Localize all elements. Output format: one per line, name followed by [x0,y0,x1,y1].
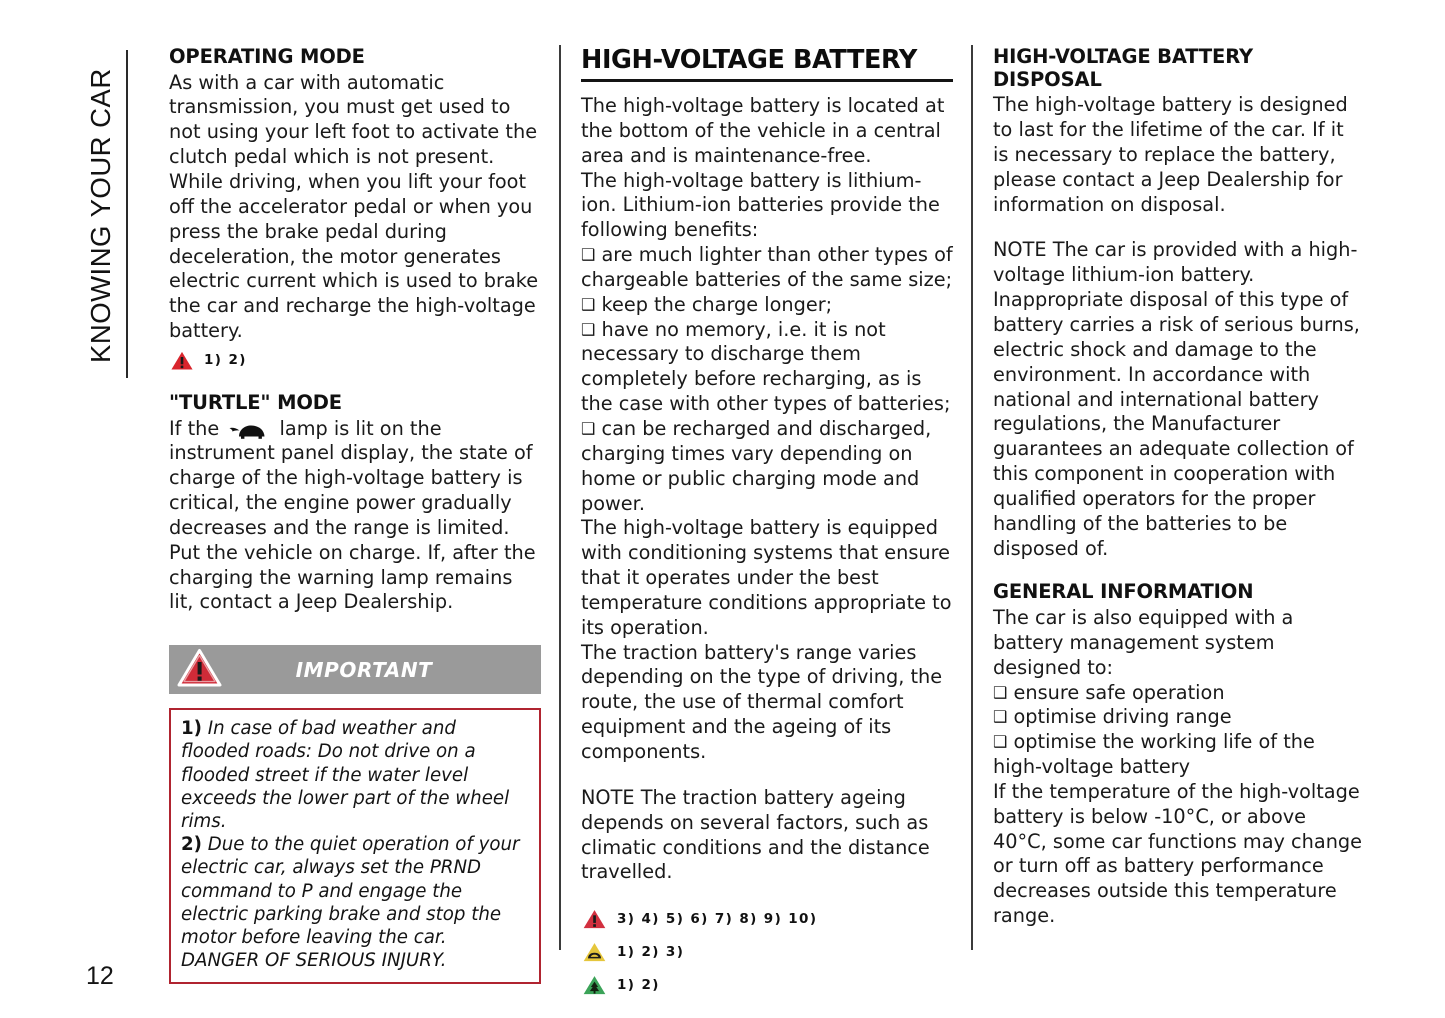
operating-mode-warning-refs: 1) 2) [204,352,247,369]
gi-bullet-2-text: optimise driving range [1013,705,1232,729]
turtle-lamp-icon [228,421,270,439]
important-label: IMPORTANT [295,657,433,682]
general-information-heading: GENERAL INFORMATION [993,580,1254,604]
high-voltage-battery-title: HIGH-VOLTAGE BATTERY [581,46,953,82]
gi-bullet-3-text: optimise the working life of the high-voltage battery [993,730,1315,779]
turtle-text-after: lamp is lit on the instrument panel display, the state of charge of the high-voltage battery is critical, the engine power gradually decreases and the range is limited. Put the vehicle on charge. If, after the charging the warning lamp remains lit, contact a Jeep Dealership. [169,416,536,614]
hv-battery-para-3: The high-voltage battery is equipped with conditioning systems that ensure that it operates under the best temperature conditions appropriate to its operation. [581,516,952,639]
hv-battery-bullet-2 [581,293,953,318]
hv-battery-bullet-4 [581,417,953,516]
disposal-note: NOTE The car is provided with a high-voltage lithium-ion battery. Inappropriate disposal of this type of battery carries a risk of serious burns, electric shock and damage to the environment. In accordance with national and international battery regulations, the Manufacturer guarantees an adequate collection of this component in cooperation with qualified operators for the proper handling of the batteries to be disposed of. [993,238,1360,560]
hv-battery-bullet-1 [581,243,953,293]
general-info-bullet-1 [993,681,1365,706]
right-column [993,46,1365,929]
ref-row-yellow-refs: 1) 2) 3) [617,944,685,961]
important-note-1-text: In case of bad weather and flooded roads: Do not drive on a flooded street if the water level exceeds the lower part of the wheel rims. [181,718,510,833]
gi-bullet-1-text: ensure safe operation [1013,680,1225,704]
warning-triangle-green-environment-icon [581,973,608,997]
chapter-tab-rule [126,50,128,378]
ref-row-green [581,973,953,997]
column-divider-1 [559,45,561,950]
important-callout [169,645,541,984]
turtle-text-before: If the [169,416,220,440]
bullet-square-icon: ❑ [993,707,1008,727]
bullet-square-icon: ❑ [993,732,1008,752]
hv-battery-para-4: The traction battery's range varies depending on the type of driving, the route, the use of thermal comfort equipment and the ageing of its components. [581,640,943,763]
important-note-2-text: Due to the quiet operation of your electric car, always set the PRND command to P and engage the electric parking brake and stop the motor before leaving the car. DANGER OF SERIOUS INJURY. [181,834,520,972]
warning-triangle-red-icon [581,907,608,931]
bullet-square-icon: ❑ [581,294,596,314]
hv-battery-disposal-heading: HIGH-VOLTAGE BATTERY DISPOSAL [993,45,1253,91]
important-bar [169,645,541,694]
hv-battery-note: NOTE The traction battery ageing depends on several factors, such as climatic conditions and the distance travelled. [581,785,930,884]
important-note-2 [181,833,529,972]
operating-mode-heading: OPERATING MODE [169,45,365,68]
hv-battery-para-2: The high-voltage battery is lithium-ion. Lithium-ion batteries provide the following benefits: [581,168,940,242]
hv-battery-para-1: The high-voltage battery is located at the bottom of the vehicle in a central area and is maintenance-free. [581,94,945,167]
left-column [169,46,541,984]
turtle-mode-heading: "TURTLE" MODE [169,390,342,414]
warning-triangle-red-icon [169,349,195,372]
disposal-para-1: The high-voltage battery is designed to last for the lifetime of the car. If it is necessary to replace the battery, please contact a Jeep Dealership for information on disposal. [993,93,1348,216]
ref-row-yellow [581,940,953,964]
important-body [169,708,541,984]
general-info-bullet-2 [993,705,1365,730]
bullet-4-text: can be recharged and discharged, charging times vary depending on home or public charging mode and power. [581,417,932,515]
chapter-tab-label: KNOWING YOUR CAR [85,68,116,363]
ref-row-red-refs: 3) 4) 5) 6) 7) 8) 9) 10) [617,911,818,928]
important-warning-icon [176,647,223,692]
bullet-square-icon: ❑ [581,319,596,339]
operating-mode-paragraph: As with a car with automatic transmission, you must get used to not using your left foot to activate the clutch pedal which is not present. While driving, when you lift your foot off the accelerator pedal or when you press the brake pedal during deceleration, the motor generates electric current which is used to brake the car and recharge the high-voltage battery. [169,70,539,343]
bullet-square-icon: ❑ [581,419,596,439]
general-info-para-2: If the temperature of the high-voltage battery is below -10°C, or above 40°C, some car functions may change or turn off as battery performance decreases outside this temperature range. [993,779,1363,928]
ref-row-red [581,907,953,931]
ref-row-green-refs: 1) 2) [617,977,660,994]
bullet-2-text: keep the charge longer; [601,292,833,316]
operating-mode-warning-row [169,349,541,372]
hv-battery-bullet-3 [581,318,953,417]
warning-triangle-yellow-car-icon [581,940,608,964]
middle-column [581,46,953,997]
bullet-square-icon: ❑ [581,245,596,265]
general-info-para-1: The car is also equipped with a battery management system designed to: [993,606,1294,679]
important-note-1 [181,717,529,833]
general-info-bullet-3 [993,730,1365,780]
page-number: 12 [86,962,114,990]
bullet-1-text: are much lighter than other types of chargeable batteries of the same size; [581,243,953,291]
important-note-2-marker: 2) [181,834,202,856]
bullet-square-icon: ❑ [993,682,1008,702]
column-divider-2 [971,45,973,950]
turtle-mode-paragraph [169,417,541,616]
chapter-tab [70,48,130,378]
bullet-3-text: have no memory, i.e. it is not necessary to discharge them completely before recharging, as is the case with other types of batteries; [581,317,951,416]
important-note-1-marker: 1) [181,718,202,740]
